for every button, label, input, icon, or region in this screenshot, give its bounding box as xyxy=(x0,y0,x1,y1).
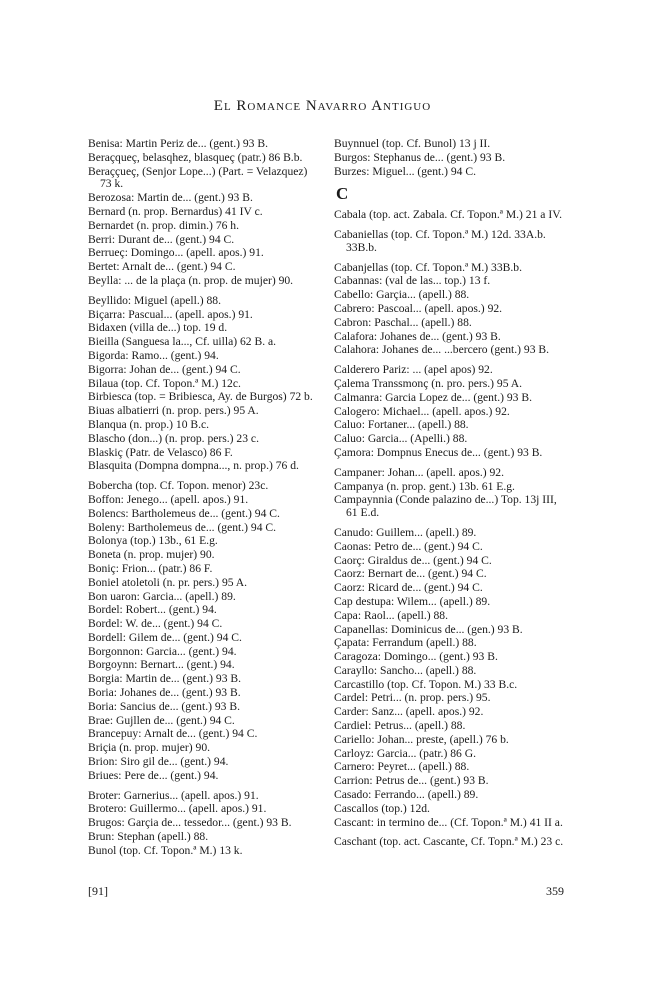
index-entry: Berri: Durant de... (gent.) 94 C. xyxy=(88,232,235,246)
index-entry: Boffon: Jenego... (apell. apos.) 91. xyxy=(88,492,249,506)
index-entry: Blanqua (n. prop.) 10 B.c. xyxy=(88,417,210,431)
index-entry: Boria: Sancius de... (gent.) 93 B. xyxy=(88,699,240,713)
index-entry: Bordel: Robert... (gent.) 94. xyxy=(88,603,217,617)
footer-bracket-number: [91] xyxy=(88,884,108,898)
index-entry: Berrueç: Domingo... (apell. apos.) 91. xyxy=(88,246,264,260)
index-entry: Biuas albatierri (n. prop. pers.) 95 A. xyxy=(88,404,259,418)
index-entry: Cascant: in termino de... (Cf. Topon.ª M.) 41 II a. xyxy=(334,815,563,829)
index-entry: Bernardet (n. prop. dimin.) 76 h. xyxy=(88,218,240,232)
index-entry: Bidaxen (villa de...) top. 19 d. xyxy=(88,321,228,335)
index-entry: Cabannas: (val de las... top.) 13 f. xyxy=(334,274,491,288)
index-entry: Cabala (top. act. Zabala. Cf. Topon.ª M.) 21 a IV. xyxy=(334,208,562,222)
index-entry: Brae: Gujllen de... (gent.) 94 C. xyxy=(88,713,235,727)
index-entry: Caorç: Giraldus de... (gent.) 94 C. xyxy=(334,553,492,567)
index-entry: Cabello: Garçia... (apell.) 88. xyxy=(334,288,470,302)
index-entry: Boniel atoletoli (n. pr. pers.) 95 A. xyxy=(88,575,248,589)
index-entry: Bolencs: Bartholemeus de... (gent.) 94 C. xyxy=(88,506,280,520)
index-entry: Carayllo: Sancho... (apell.) 88. xyxy=(334,663,477,677)
index-entry: Brun: Stephan (apell.) 88. xyxy=(88,830,209,844)
section-letter: C xyxy=(336,184,349,204)
index-entry: Brion: Siro gil de... (gent.) 94. xyxy=(88,755,229,769)
index-entry: Capanellas: Dominicus de... (gen.) 93 B. xyxy=(334,622,523,636)
index-entry: Boneta (n. prop. mujer) 90. xyxy=(88,548,215,562)
index-entry: Bon uaron: Garcia... (apell.) 89. xyxy=(88,589,236,603)
index-entry: Çapata: Ferrandum (apell.) 88. xyxy=(334,636,477,650)
index-entry: Beyllido: Miguel (apell.) 88. xyxy=(88,293,221,307)
index-entry: Carloyz: Garcia... (patr.) 86 G. xyxy=(334,746,476,760)
index-entry: Carcastillo (top. Cf. Topon. M.) 33 B.c. xyxy=(334,677,518,691)
index-entry: Cabrero: Pascoal... (apell. apos.) 92. xyxy=(334,301,503,315)
index-entry: Calmanra: Garcia Lopez de... (gent.) 93 B. xyxy=(334,390,532,404)
index-entry: Borgia: Martin de... (gent.) 93 B. xyxy=(88,672,242,686)
index-entry: Beraçqueç, belasqhez, blasqueç (patr.) 86 B.b. xyxy=(88,150,303,164)
index-entry: Bieilla (Sanguesa la..., Cf. uilla) 62 B. a. xyxy=(88,335,277,349)
index-entry: Cabron: Paschal... (apell.) 88. xyxy=(334,315,472,329)
index-entry: Bertet: Arnalt de... (gent.) 94 C. xyxy=(88,260,236,274)
index-entry: Cabaniellas (top. Cf. Topon.ª M.) 12d. 33A.b. 33B.b. xyxy=(334,227,546,254)
index-entry: Cascallos (top.) 12d. xyxy=(334,801,430,815)
index-entry: Buynnuel (top. Cf. Bunol) 13 j II. xyxy=(334,137,491,150)
index-entry: Beylla: ... de la plaça (n. prop. de mujer) 90. xyxy=(88,273,294,287)
index-entry: Canudo: Guillem... (apell.) 89. xyxy=(334,525,477,539)
index-entry: Campaynnia (Conde palazino de...) Top. 13j III, 61 E.d. xyxy=(334,493,557,520)
index-entry: Broter: Garnerius... (apell. apos.) 91. xyxy=(88,788,259,802)
index-entry: Cabanjellas (top. Cf. Topon.ª M.) 33B.b. xyxy=(334,260,522,274)
index-entry: Cardel: Petri... (n. prop. pers.) 95. xyxy=(334,691,491,705)
index-entry: Bobercha (top. Cf. Topon. menor) 23c. xyxy=(88,479,269,493)
index-entry: Bordel: W. de... (gent.) 94 C. xyxy=(88,617,223,631)
index-entry: Carrion: Petrus de... (gent.) 93 B. xyxy=(334,774,489,788)
index-entry: Borgonnon: Garcia... (gent.) 94. xyxy=(88,644,237,658)
index-entry: Caorz: Ricard de... (gent.) 94 C. xyxy=(334,581,483,595)
index-entry: Burzes: Miguel... (gent.) 94 C. xyxy=(334,164,477,178)
index-entry: Boleny: Bartholemeus de... (gent.) 94 C. xyxy=(88,520,277,534)
index-entry: Bordell: Gilem de... (gent.) 94 C. xyxy=(88,630,242,644)
index-entry: Çalema Transsmonç (n. pro. pers.) 95 A. xyxy=(334,376,523,390)
index-entry: Bigorda: Ramo... (gent.) 94. xyxy=(88,348,219,362)
index-entry: Bigorra: Johan de... (gent.) 94 C. xyxy=(88,362,241,376)
index-entry: Berozosa: Martin de... (gent.) 93 B. xyxy=(88,191,253,205)
running-header: El Romance Navarro Antiguo xyxy=(213,98,432,114)
left-column xyxy=(88,138,320,859)
index-entry: Campaner: Johan... (apell. apos.) 92. xyxy=(334,465,504,479)
index-entry: Boria: Johanes de... (gent.) 93 B. xyxy=(88,686,241,700)
index-entry: Benisa: Martin Periz de... (gent.) 93 B. xyxy=(88,137,268,150)
index-entry: Bilaua (top. Cf. Topon.ª M.) 12c. xyxy=(88,376,241,390)
index-entry: Çamora: Dompnus Enecus de... (gent.) 93 B. xyxy=(334,445,543,459)
index-entry: Calderero Pariz: ... (apel apos) 92. xyxy=(334,363,493,377)
index-entry: Caluo: Fortaner... (apell.) 88. xyxy=(334,418,469,432)
index-entry: Calahora: Johanes de... ...bercero (gent.) 93 B. xyxy=(334,343,550,357)
index-entry: Carnero: Peyret... (apell.) 88. xyxy=(334,760,470,774)
index-entry: Caluo: Garcia... (Apelli.) 88. xyxy=(334,432,468,446)
index-entry: Brotero: Guillermo... (apell. apos.) 91. xyxy=(88,802,267,816)
index-entry: Bolonya (top.) 13b., 61 E.g. xyxy=(88,534,218,548)
index-entry: Calogero: Michael... (apell. apos.) 92. xyxy=(334,404,510,418)
index-entry: Blaskiç (Patr. de Velasco) 86 F. xyxy=(88,445,233,459)
index-entry: Brugos: Garçia de... tessedor... (gent.) 93 B. xyxy=(88,816,292,830)
index-entry: Beraççueç, (Senjor Lope...) (Part. = Velazquez) 73 k. xyxy=(88,164,308,191)
index-entry: Carder: Sanz... (apell. apos.) 92. xyxy=(334,705,484,719)
index-entry: Caonas: Petro de... (gent.) 94 C. xyxy=(334,539,483,553)
index-entry: Blasquita (Dompna dompna..., n. prop.) 76 d. xyxy=(88,459,299,473)
index-entry: Cap destupa: Wilem... (apell.) 89. xyxy=(334,594,491,608)
index-entry: Calafora: Johanes de... (gent.) 93 B. xyxy=(334,329,501,343)
index-entry: Cardiel: Petrus... (apell.) 88. xyxy=(334,719,466,733)
index-entry: Campanya (n. prop. gent.) 13b. 61 E.g. xyxy=(334,479,515,493)
index-entry: Boniç: Frion... (patr.) 86 F. xyxy=(88,561,213,575)
right-column xyxy=(334,138,566,850)
index-entry: Cariello: Johan... preste, (apell.) 76 b. xyxy=(334,732,509,746)
index-entry: Bunol (top. Cf. Topon.ª M.) 13 k. xyxy=(88,843,243,857)
index-entry: Burgos: Stephanus de... (gent.) 93 B. xyxy=(334,150,506,164)
index-entry: Caorz: Bernart de... (gent.) 94 C. xyxy=(334,567,487,581)
index-entry: Biçarra: Pascual... (apell. apos.) 91. xyxy=(88,307,253,321)
index-entry: Borgoynn: Bernart... (gent.) 94. xyxy=(88,658,235,672)
index-entry: Capa: Raol... (apell.) 88. xyxy=(334,608,448,622)
index-entry: Briues: Pere de... (gent.) 94. xyxy=(88,768,219,782)
index-entry: Caschant (top. act. Cascante, Cf. Topn.ª M.) 23 c. xyxy=(334,835,564,849)
index-entry: Casado: Ferrando... (apell.) 89. xyxy=(334,788,479,802)
index-entry: Caragoza: Domingo... (gent.) 93 B. xyxy=(334,650,498,664)
index-entry: Birbiesca (top. = Bribiesca, Ay. de Burgos) 72 b. xyxy=(88,390,313,404)
index-entry: Briçia (n. prop. mujer) 90. xyxy=(88,741,211,755)
index-entry: Brancepuy: Arnalt de... (gent.) 94 C. xyxy=(88,727,258,741)
page-number: 359 xyxy=(546,884,564,898)
index-entry: Blascho (don...) (n. prop. pers.) 23 c. xyxy=(88,431,259,445)
index-entry: Bernard (n. prop. Bernardus) 41 IV c. xyxy=(88,204,263,218)
